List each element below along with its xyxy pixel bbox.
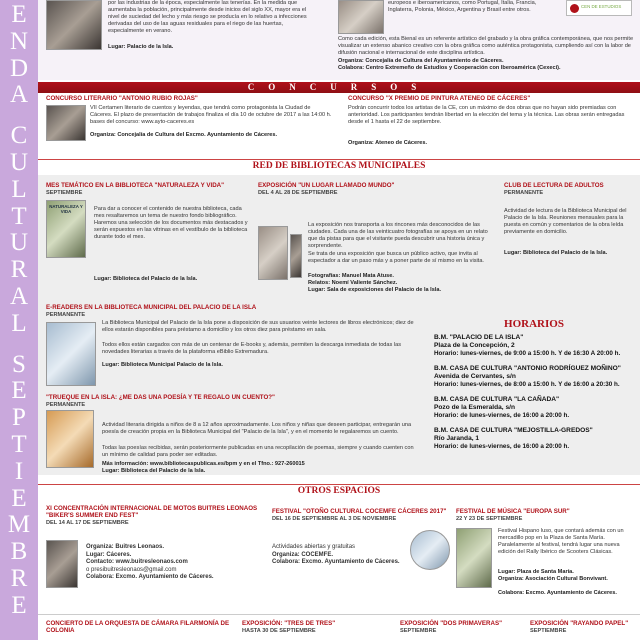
banner-letter: R <box>10 256 28 284</box>
ereader-image <box>46 322 96 386</box>
trueque-text-2: Todas las poesías recibidas, serán posteriormente publicadas en una recopilación de poemas, siempre y cuando cuenten con un mínimo de calidad para poder ser editadas. <box>102 445 414 458</box>
expo-lugar-poster <box>258 226 288 280</box>
mes-tematico-text: Para dar a conocer el contenido de nuestra biblioteca, cada mes resaltaremos un tema de nuestro fondo bibliográfico. Haremos una selección de los documentos más destacados y serán expuestos en las vitrinas en el vestíbulo de la biblioteca durante todo el mes. <box>94 206 248 240</box>
trueque-text: Actividad literaria dirigida a niños de 8 a 12 años aproximadamente. Los niños y niñas que deseen participar, entregarán una poesía de creación propia en la Biblioteca Municipal del "Palacio de la Isla", y en el momento le regalaremos un cuento. <box>102 422 412 435</box>
horario-hours: Horario: lunes-viernes, de 9:00 a 15:00 h. Y de 16:30 A 20:00 h. <box>434 350 621 357</box>
horario-name: B.M. "PALACIO DE LA ISLA" <box>434 334 524 341</box>
otros-title: OTROS ESPACIOS <box>297 486 381 496</box>
bibliotecas-title: RED DE BIBLIOTECAS MUNICIPALES <box>252 161 426 171</box>
moto-contact: Contacto: www.buitresleonaos.com <box>86 559 188 566</box>
mes-tematico-heading: MES TEMÁTICO EN LA BIBLIOTECA "NATURALEZA Y VIDA" <box>46 182 225 189</box>
moto-details <box>86 544 266 582</box>
ereaders-subtitle: PERMANENTE <box>46 312 86 318</box>
top-right-col: Colabora: Centro Extremeño de Estudios y Cooperación con Iberoamérica (Cexeci). <box>338 65 561 71</box>
festival-europa-text: Festival Hispano luso, que contará además con un mercadillo pop en la Plaza de Santa María. Paralelamente al festival, tendrá lugar una nueva edición del Rally Ibérico de Scooters Clásicas. <box>498 528 624 555</box>
horarios-list <box>434 334 634 451</box>
top-section <box>38 0 640 80</box>
trueque-place: Lugar: Biblioteca del Palacio de la Isla. <box>102 468 206 474</box>
festival-otono-text: Actividades abiertas y gratuitas <box>272 544 356 550</box>
banner-letter: E <box>11 1 27 28</box>
naturaleza-cover <box>46 200 86 258</box>
banner-letter: T <box>11 202 27 230</box>
moto-poster <box>46 540 78 588</box>
horario-name: B.M. CASA DE CULTURA "LA CAÑADA" <box>434 396 560 403</box>
banner-letters <box>0 2 38 620</box>
banner-letter: M <box>7 511 31 539</box>
horarios-panel <box>434 318 634 476</box>
concursos-section <box>38 95 640 157</box>
tres-de-tres-heading: EXPOSICIÓN: "TRES DE TRES" <box>242 620 336 627</box>
mes-tematico-subtitle: SEPTIEMBRE <box>46 190 83 196</box>
club-lectura-text: Actividad de lectura de la Biblioteca Municipal del Palacio de la Isla. Reuniones mensuales para la puesta en común y comentarios de la obra leída previamente en domicilio. <box>504 208 627 235</box>
ereaders-heading: E-READERS EN LA BIBLIOTECA MUNICIPAL DEL PALACIO DE LA ISLA <box>46 304 257 311</box>
top-left-text: por las industrias de la época, especialmente las tenerías. En la medida que aumentaba la población, principalmente desde inicios del siglo XX, mayor era el nivel de suciedad del lecho y más riesgo se producía en lo relativo a infecciones derivadas del uso de las aguas residuales para el riego de las huertas, especialmente en verano. <box>108 0 307 34</box>
banner-letter: P <box>12 404 26 432</box>
cexeci-logo <box>566 0 632 16</box>
horario-name: B.M. CASA DE CULTURA "ANTONIO RODRÍGUEZ MOÑINO" <box>434 365 621 372</box>
expo-lugar-poster-2 <box>290 234 302 278</box>
horario-hours: Horario: de lunes-viernes, de 16:00 a 20:00 h. <box>434 412 570 419</box>
concurso-pintura-org: Organiza: Ateneo de Cáceres. <box>348 140 428 146</box>
trueque-subtitle: PERMANENTE <box>46 402 86 408</box>
banner-letter: U <box>9 229 29 257</box>
banner-letter: S <box>12 350 26 378</box>
top-right-text-2: Como cada edición, esta Bienal es un referente artístico del grabado y la obra gráfica contemporánea, que nos permite visualizar un extenso abanico creativo con la obra gráfica como auténtica protagonista, cumpliendo así con la labor de difusión nacional e internacional de este disciplina artística. <box>338 36 634 56</box>
ereaders-text-2: Todos ellos están cargados con más de un centenar de E-books y, además, permiten la descarga inmediata de todas las novedades literarias a través de la plataforma eBiblio Extremadura. <box>102 342 402 355</box>
banner-letter: R <box>10 564 28 592</box>
club-lectura-place: Lugar: Biblioteca del Palacio de la Isla. <box>504 250 608 256</box>
expo-lugar-photos: Fotografías: Manuel Mata Atuse. <box>308 273 394 279</box>
horario-item <box>434 427 634 451</box>
naturaleza-cover-title: NATURALEZA Y VIDA <box>49 204 83 214</box>
banner-letter: U <box>9 148 29 176</box>
expo-lugar-relatos: Relatos: Noemí Valiente Sánchez. <box>308 280 398 286</box>
festival-europa-subtitle: 22 Y 23 DE SEPTIEMBRE <box>456 516 523 522</box>
ereaders-place: Lugar: Biblioteca Municipal Palacio de la Isla. <box>102 362 223 368</box>
festival-europa-heading: FESTIVAL DE MÚSICA "EUROPA SUR" <box>456 508 570 515</box>
concurso-literario-text: VII Certamen literario de cuentos y leyendas, que tendrá como protagonista la Ciudad de Cáceres. El plazo de presentación de trabajos finaliza el día 10 de octubre de 2017 a las 14:00 h. bases del concurso: www.ayto-caceres.es <box>90 105 332 125</box>
cexeci-logo-text: CEN DE ESTUDIOS <box>581 4 622 9</box>
banner-letter: E <box>11 591 27 619</box>
horario-hours: Horario: de lunes-viernes, de 16:00 a 20:00 h. <box>434 443 570 450</box>
club-lectura-heading: CLUB DE LECTURA DE ADULTOS <box>504 182 604 189</box>
horarios-title: HORARIOS <box>504 318 564 330</box>
expo-lugar-subtitle: DEL 4 AL 28 DE SEPTIEMBRE <box>258 190 338 196</box>
banner-letter: T <box>11 430 27 458</box>
moto-mail: o presibuitresleonaos@gmail.com <box>86 566 177 573</box>
concurso-literario-org: Organiza: Concejalía de Cultura del Excmo. Ayuntamiento de Cáceres. <box>90 132 278 138</box>
horario-addr: Río Jaranda, 1 <box>434 435 480 442</box>
ereaders-text: La Biblioteca Municipal del Palacio de la Isla pone a disposición de sus usuarios veinte lectores de libros electrónicos; diez de ellos estarán disponibles para préstamo a domicilio y los otros diez para préstamo en sala. <box>102 320 414 333</box>
expo-lugar-heading: EXPOSICIÓN "UN LUGAR LLAMADO MUNDO" <box>258 182 395 189</box>
top-right-org: Organiza: Concejalía de Cultura del Ayuntamiento de Cáceres. <box>338 58 504 64</box>
bottom-rule <box>38 614 640 615</box>
banner-letter: N <box>9 27 29 55</box>
horario-name: B.M. CASA DE CULTURA "MEJOSTILLA-GREDOS" <box>434 427 593 434</box>
mes-tematico-place: Lugar: Biblioteca del Palacio de la Isla. <box>94 276 198 282</box>
banner-letter: L <box>11 175 27 203</box>
vertical-banner <box>0 0 38 640</box>
expo-lugar-place: Lugar: Sala de exposiciones del Palacio de la Isla. <box>308 287 442 293</box>
trueque-heading: "TRUEQUE EN LA ISLA: ¿ME DAS UNA POESÍA Y TE REGALO UN CUENTO?" <box>46 394 275 401</box>
club-lectura-subtitle: PERMANENTE <box>504 190 544 196</box>
concurso-pintura-text: Podrán concurrir todos los artistas de la CE, con un máximo de dos obras que no hayan sido premiadas con anterioridad. Los participantes tendrán libertad en la elección del tema y la técnica. Las obras serán entregadas desde el 1 hasta el 22 de septiembre. <box>348 105 625 125</box>
horario-addr: Plaza de la Concepción, 2 <box>434 342 515 349</box>
rayando-papel-subtitle: SEPTIEMBRE <box>530 628 567 634</box>
festival-europa-col: Colabora: Excmo. Ayuntamiento de Cáceres. <box>498 590 617 596</box>
otros-rule <box>38 484 640 485</box>
bibliotecas-rule <box>38 159 640 160</box>
top-left-place: Lugar: Palacio de la Isla. <box>108 44 174 50</box>
concierto-heading: CONCIERTO DE LA ORQUESTA DE CÁMARA FILARMONÍA DE COLONIA <box>46 620 230 635</box>
tres-de-tres-subtitle: HASTA 30 DE SEPTIEMBRE <box>242 628 316 634</box>
dos-primaveras-heading: EXPOSICIÓN "DOS PRIMAVERAS" <box>400 620 503 627</box>
moto-subtitle: DEL 14 AL 17 DE SEPTIEMBRE <box>46 520 129 526</box>
moto-place: Lugar: Cáceres. <box>86 551 132 558</box>
horario-item <box>434 396 634 420</box>
top-right-text-1: europeos e iberoamericanos, como Portugal, Italia, Francia, Inglaterra, Polonia, México, Argentina y Brasil entre otros. <box>388 0 537 13</box>
tannery-photo <box>46 0 102 50</box>
horario-addr: Pozo de la Esmeralda, s/n <box>434 404 515 411</box>
horario-hours: Horario: lunes-viernes, de 8:00 a 15:00 h. Y de 16:00 a 20:30 h. <box>434 381 620 388</box>
horario-item <box>434 334 634 358</box>
moto-heading: XI CONCENTRACIÓN INTERNACIONAL DE MOTOS BUITRES LEONAOS "BIKER'S SUMMER END FEST" <box>46 505 258 520</box>
trueque-info: Más información: www.bibliotecaspublicas.es/bpm y en el Tfno.: 927-260015 <box>102 461 305 467</box>
dos-primaveras-subtitle: SEPTIEMBRE <box>400 628 437 634</box>
cocemfe-logo <box>410 530 450 570</box>
expo-lugar-text-2: Se trata de una exposición que busca un público activo, que invita al espectador a dar un paso más y a poner parte de sí mismo en la visita. <box>308 251 484 264</box>
festival-europa-place: Lugar: Plaza de Santa María. <box>498 569 574 575</box>
banner-letter: D <box>9 54 29 82</box>
festival-otono-subtitle: DEL 16 DE SEPTIEMBRE AL 3 DE NOVIEMBRE <box>272 516 397 522</box>
engraving-photo <box>338 0 384 34</box>
festival-otono-col: Colabora: Excmo. Ayuntamiento de Cáceres. <box>272 559 400 566</box>
banner-letter: E <box>11 484 27 512</box>
expo-lugar-text: La exposición nos transporta a los rincones más desconocidos de las ciudades. Cada una de las veinticuatro fotografías se apoya en un relato que da pistas para que el visitante pueda descubrir una historia única y sorprendente. <box>308 222 488 249</box>
banner-letter: L <box>11 309 27 337</box>
concurso-pintura-heading: CONCURSO "X PREMIO DE PINTURA ATENEO DE CÁCERES" <box>348 95 531 102</box>
festival-europa-org: Organiza: Asociación Cultural Bonvivant. <box>498 576 608 582</box>
banner-letter: C <box>10 122 28 150</box>
banner-letter: E <box>11 377 27 405</box>
festival-otono-org: Organiza: COCEMFE. <box>272 551 334 558</box>
banner-letter: A <box>9 81 29 109</box>
banner-letter: B <box>10 538 28 566</box>
literary-contest-photo <box>46 105 86 141</box>
concursos-bar: CONCURSOS <box>38 82 640 93</box>
festival-otono-heading: FESTIVAL "OTOÑO CULTURAL COCEMFE CÁCERES 2017" <box>272 508 447 515</box>
concurso-literario-heading: CONCURSO LITERARIO "ANTONIO RUBIO ROJAS" <box>46 95 198 102</box>
trueque-illustration <box>46 410 94 468</box>
horario-addr: Avenida de Cervantes, s/n <box>434 373 516 380</box>
horario-item <box>434 365 634 389</box>
rayando-papel-heading: EXPOSICIÓN "RAYANDO PAPEL" <box>530 620 629 627</box>
moto-org: Organiza: Buitres Leonaos. <box>86 544 165 550</box>
banner-letter: A <box>9 282 29 310</box>
banner-letter: I <box>14 457 24 485</box>
cexeci-logo-icon <box>570 4 579 13</box>
europa-sur-poster <box>456 528 492 588</box>
poster-content <box>38 0 640 640</box>
moto-col: Colabora: Excmo. Ayuntamiento de Cáceres. <box>86 574 214 581</box>
